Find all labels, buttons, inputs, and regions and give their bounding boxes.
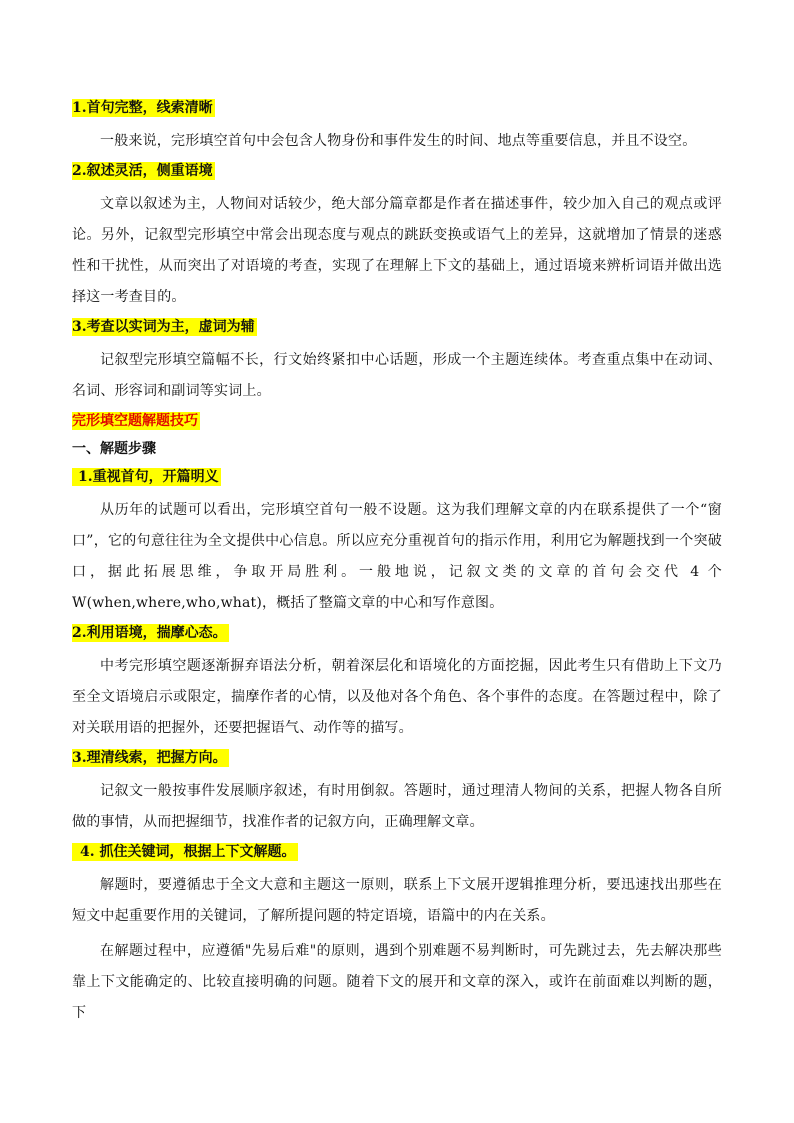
heading-text: 完形填空题解题技巧 <box>72 413 198 429</box>
heading-text: 2.叙述灵活，侧重语境 <box>72 163 213 179</box>
step-paragraph-2: 中考完形填空题逐渐摒弃语法分析，朝着深层化和语境化的方面挖掘，因此考生只有借助上下文乃至全文语境启示或限定，揣摩作者的心情，以及他对各个角色、各个事件的态度。在答题过程中，除了对关联用语的把握外，还要把握语气、动作等的描写。 <box>72 658 722 736</box>
step-heading-4 <box>72 842 722 862</box>
step-paragraph-1: 从历年的试题可以看出，完形填空首句一般不设题。这为我们理解文章的内在联系提供了一个“窗口”，它的句意往往为全文提供中心信息。所以应充分重视首句的指示作用，利用它为解题找到一个突破口，据此拓展思维，争取开局胜利。一般地说，记叙文类的文章的首句会交代 4 个 W(when,where,who,what)，概括了整篇文章的中心和写作意图。 <box>72 502 722 611</box>
step-heading-2 <box>72 623 722 643</box>
section-title-techniques <box>72 411 722 431</box>
heading-text: 一、解题步骤 <box>72 441 156 457</box>
step-heading-3 <box>72 748 722 768</box>
paragraph-first-sentence: 一般来说，完形填空首句中会包含人物身份和事件发生的时间、地点等重要信息，并且不设空。 <box>100 133 697 149</box>
heading-content-words <box>72 317 722 337</box>
heading-text: 1.重视首句，开篇明义 <box>72 468 221 486</box>
paragraph-content-words: 记叙型完形填空篇幅不长，行文始终紧扣中心话题，形成一个主题连续体。考查重点集中在动词、名词、形容词和副词等实词上。 <box>72 352 722 399</box>
heading-text: 1.首句完整，线索清晰 <box>72 100 213 116</box>
heading-text: 4. 抓住关键词，根据上下文解题。 <box>72 843 298 861</box>
paragraph-narration: 文章以叙述为主，人物间对话较少，绝大部分篇章都是作者在描述事件，较少加入自己的观点或评论。另外，记叙型完形填空中常会出现态度与观点的跳跃变换或语气上的差异，这就增加了情景的迷惑性和干扰性，从而突出了对语境的考查，实现了在理解上下文的基础上，通过语境来辨析词语并做出选择这一考查目的。 <box>72 196 722 305</box>
step-paragraph-4b: 在解题过程中，应遵循"先易后难"的原则，遇到个别难题不易判断时，可先跳过去，先去解决那些靠上下文能确定的、比较直接明确的问题。随着下文的展开和文章的深入，或许在前面难以判断的题，下 <box>72 943 722 1021</box>
heading-first-sentence <box>72 98 722 118</box>
heading-narration <box>72 161 722 181</box>
step-paragraph-3: 记叙文一般按事件发展顺序叙述，有时用倒叙。答题时，通过理清人物间的关系，把握人物各自所做的事情，从而把握细节，找准作者的记叙方向，正确理解文章。 <box>72 783 722 830</box>
heading-text: 3.理清线索，把握方向。 <box>72 750 227 766</box>
step-heading-1 <box>72 467 722 487</box>
subsection-title-steps <box>72 439 722 459</box>
heading-text: 2.利用语境，揣摩心态。 <box>72 625 227 641</box>
heading-text: 3.考查以实词为主，虚词为辅 <box>72 319 255 335</box>
step-paragraph-4a: 解题时，要遵循忠于全文大意和主题这一原则，联系上下文展开逻辑推理分析，要迅速找出那些在短文中起重要作用的关键词，了解所提问题的特定语境，语篇中的内在关系。 <box>72 877 722 924</box>
